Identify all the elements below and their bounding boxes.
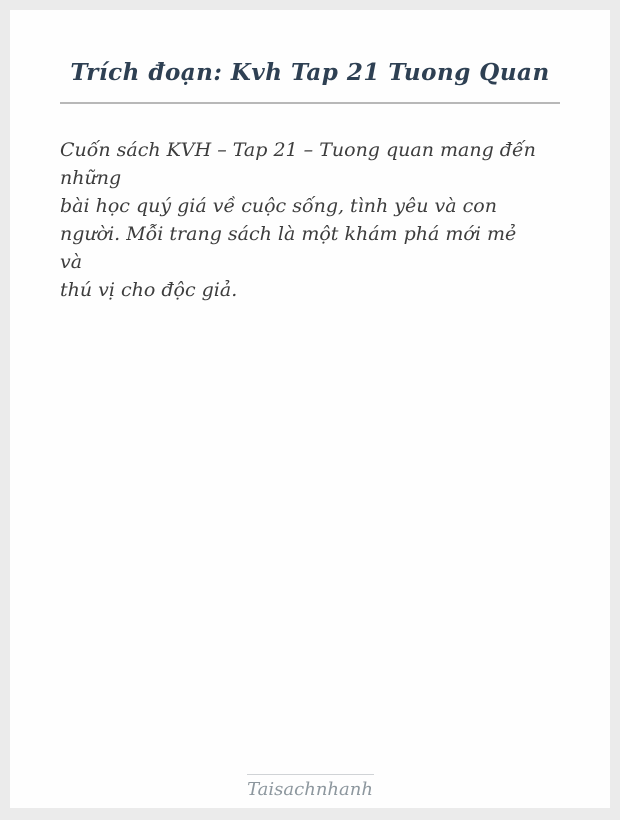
excerpt-body xyxy=(60,136,560,304)
excerpt-line: Cuốn sách KVH – Tap 21 – Tuong quan mang đến xyxy=(60,139,536,161)
title-divider xyxy=(60,102,560,104)
excerpt-line: thú vị cho độc giả. xyxy=(60,279,238,301)
excerpt-line: bài học quý giá về cuộc sống, tình yêu và con xyxy=(60,195,497,217)
footer-divider xyxy=(247,774,374,775)
excerpt-line: và xyxy=(60,251,83,273)
footer xyxy=(10,774,610,802)
excerpt-line: người. Mỗi trang sách là một khám phá mới mẻ xyxy=(60,223,517,245)
page-title: Trích đoạn: Kvh Tap 21 Tuong Quan xyxy=(70,59,550,86)
document-page xyxy=(10,10,610,808)
footer-brand: Taisachnhanh xyxy=(247,779,373,800)
excerpt-line: những xyxy=(60,167,122,189)
